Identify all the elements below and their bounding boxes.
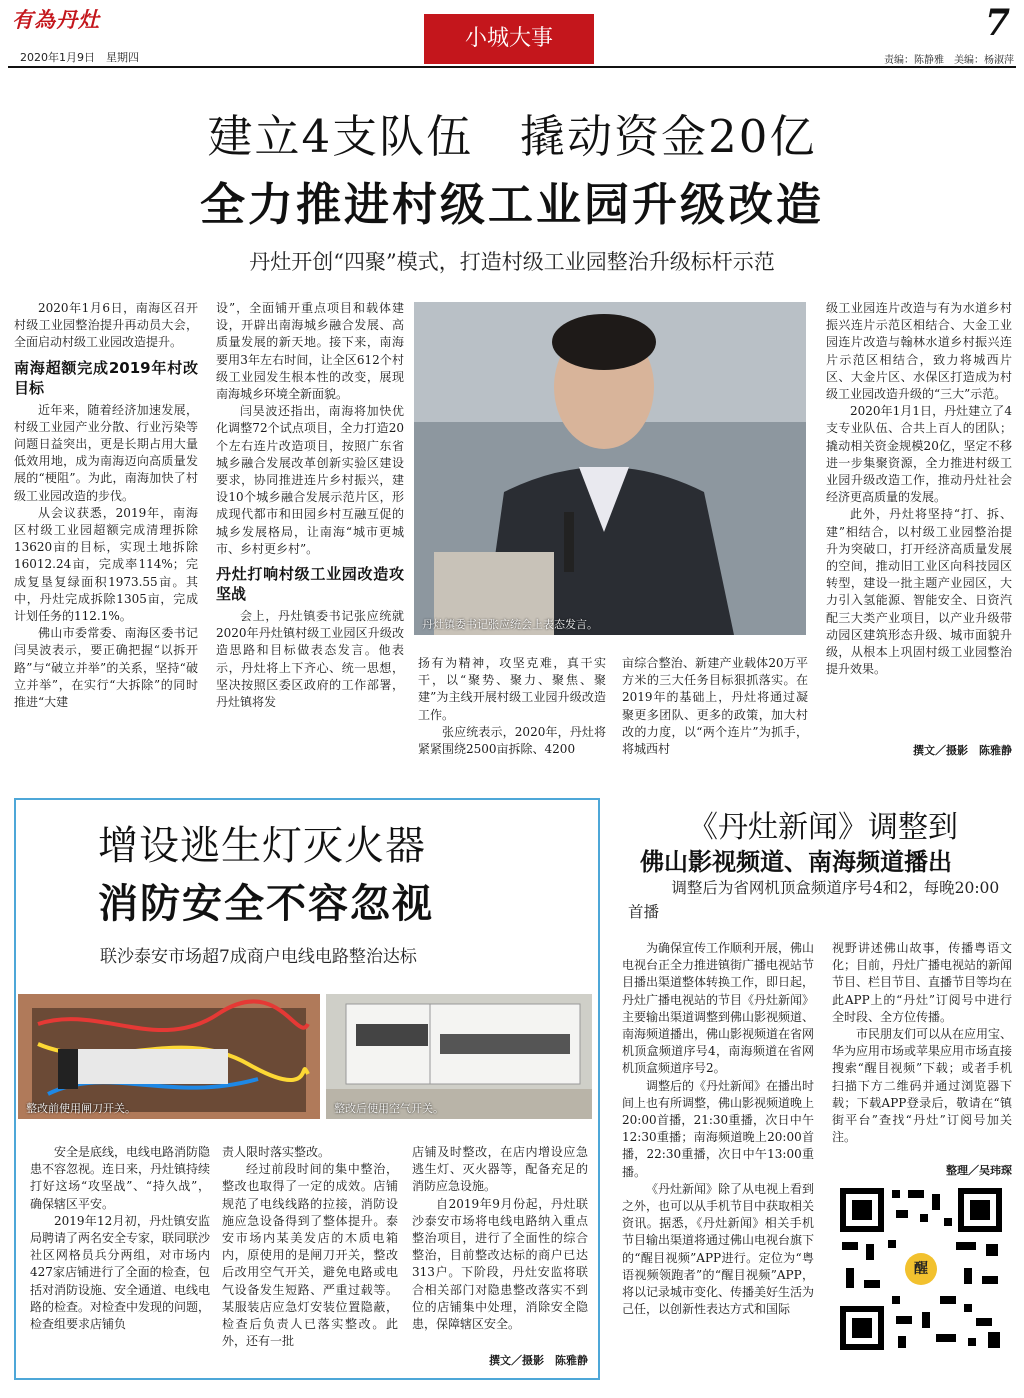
- lead-headline-line1: 建立4支队伍 撬动资金20亿: [207, 110, 817, 163]
- paragraph: 店铺及时整改，在店内增设应急逃生灯、灭火器等，配备充足的消防应急设施。: [412, 1145, 588, 1194]
- lead-column-1: [14, 300, 198, 711]
- page-number: 7: [985, 2, 1011, 44]
- paragraph: 2020年1月6日，南海区召开村级工业园整治提升再动员大会，全面启动村级工业园改造提升。: [14, 301, 198, 350]
- news-column-1: [622, 940, 814, 1318]
- news-headline-line2: 佛山影视频道、南海频道播出: [640, 848, 952, 876]
- paragraph: 近年来，随着经济加速发展，村级工业园产业分散、行业污染等问题日益突出，更是长期占用大量低效用地，成为南海迈向高质量发展的“梗阻”。为此，南海加快了村级工业园改造的步伐。: [14, 402, 198, 503]
- news-headline-line1: 《丹灶新闻》调整到: [688, 810, 958, 845]
- news-column-2: [832, 940, 1012, 1146]
- paragraph: 经过前段时间的集中整治，整改也取得了一定的成效。店铺规范了电线线路的拉接，消防设施应急设备得到了整体提升。泰安市场内某美发店的木质电箱内，原使用的是闸刀开关，整改后改用空气开关，避免电路或电气设备发生短路、严重过载等。某服装店应急灯安装位置隐蔽，检查后负责人已落实整改。此外，还有一批: [222, 1162, 398, 1349]
- lead-column-5: [826, 300, 1012, 678]
- paragraph: 市民朋友们可以从在应用宝、华为应用市场或苹果应用市场直接搜索“醒目视频”下载；或者手机扫描下方二维码并通过浏览器下载；下载APP登录后，敬请在“镇街平台”查找“丹灶”订阅号加关注。: [832, 1027, 1013, 1145]
- fire-photo-after: [326, 994, 592, 1119]
- photo-caption: 整改后使用空气开关。: [334, 1102, 444, 1115]
- section-label: 小城大事: [424, 14, 594, 64]
- lead-photo: [414, 302, 806, 635]
- fire-subheadline: 联沙泰安市场超7成商户电线电路整治达标: [100, 947, 417, 967]
- masthead-divider: [8, 66, 1016, 68]
- editors-credit: 责编：陈静雅 美编：杨淑萍: [884, 55, 1014, 66]
- speaker-photo-illustration: [414, 302, 806, 635]
- photo-caption: 丹灶镇委书记张应统会上表态发言。: [422, 618, 598, 631]
- lead-subheadline: 丹灶开创“四聚”模式，打造村级工业园整治升级标杆示范: [249, 250, 775, 274]
- newspaper-logo: 有為丹灶: [12, 8, 100, 32]
- qr-badge-label: 醒: [914, 1261, 928, 1277]
- paragraph: 此外，丹灶将坚持“打、拆、建”相结合，以村级工业园整治提升为突破口，打开经济高质量发展的空间，推动旧工业区向科技园区转型，建设一批主题产业园区，大力引入氢能源、智能安全、日资汽配三大类产业项目，以产业升级带动园区建筑形态升级、城市面貌升级，从根本上巩固村级工业园整治提升效果。: [826, 507, 1012, 677]
- section-subheading: 丹灶打响村级工业园改造攻坚战: [216, 565, 404, 604]
- paragraph: 设”，全面铺开重点项目和载体建设，开辟出南海城乡融合发展、高质量发展的新天地。接下来，南海要用3年左右时间，让全区612个村级工业园发生根本性的改变，展现南海城乡环境全新面貌。: [216, 301, 404, 402]
- paragraph: 2020年1月1日，丹灶建立了4支专业队伍、合共上百人的团队；撬动相关资金规模20亿，坚定不移进一步集聚资源，全力推进村级工业园升级改造工作，推动丹灶社会经济更高质量的发展。: [826, 404, 1012, 505]
- paragraph: 张应统表示，2020年，丹灶将紧紧围绕2500亩拆除、4200: [418, 724, 606, 757]
- fire-column-3: [412, 1144, 588, 1333]
- paragraph: 《丹灶新闻》除了从电视上看到之外，也可以从手机节目中获取相关资讯。据悉，《丹灶新闻》相关手机节目输出渠道将通过佛山电视台旗下的“醒目视频”APP进行。定位为“粤语视频领跑者”的“醒目视频”APP，将以记录城市变化、传播美好生活为己任，以创新性表达方式和国际: [622, 1181, 815, 1317]
- fire-photo-before: [18, 994, 320, 1119]
- fire-headline-line2: 消防安全不容忽视: [98, 881, 434, 927]
- lead-column-3: [418, 655, 606, 758]
- fire-byline: 撰文／摄影 陈雅静: [489, 1354, 588, 1367]
- paragraph: 安全是底线，电线电路消防隐患不容忽视。连日来，丹灶镇持续打好这场“攻坚战”、“持久战”，确保辖区平安。: [30, 1145, 211, 1211]
- lead-column-4: [622, 655, 808, 758]
- photo-caption: 整改前使用闸刀开关。: [26, 1102, 136, 1115]
- fire-column-1: [30, 1144, 210, 1333]
- section-subheading: 南海超额完成2019年村改目标: [14, 358, 198, 397]
- paragraph: 闫昊波还指出，南海将加快优化调整72个试点项目，全力打造20个左右连片改造项目，按照广东省城乡融合发展改革创新实验区建设要求，协同推进连片乡村振兴，建设10个城乡融合发展示范片区，形成现代都市和田园乡村互融互促的城乡发展格局，让南海“城市更城市、乡村更乡村”。: [216, 404, 404, 556]
- paragraph: 自2019年9月份起，丹灶联沙泰安市场将电线电路纳入重点整治项目，进行了全面性的综合整治，目前整改达标的商户已达313户。下阶段，丹灶安监将联合相关部门对隐患整改落实不到位的店铺集中处理，消除安全隐患，保障辖区安全。: [412, 1196, 588, 1332]
- paragraph: 佛山市委常委、南海区委书记闫昊波表示，要正确把握“以拆开路”与“破立并举”的关系，坚持“破立并举”，在实行“大拆除”的同时推进“大建: [14, 626, 198, 710]
- paragraph: 级工业园连片改造与有为水道乡村振兴连片示范区相结合、大金工业园连片改造与翰林水道乡村振兴连片示范区相结合，致力将城西片区、大金片区、水保区打造成为村级工业园改造升级的“三大”示范。: [826, 301, 1012, 402]
- lead-column-2: [216, 300, 404, 711]
- lead-headline-line2: 全力推进村级工业园升级改造: [199, 178, 824, 231]
- fire-headline-line1: 增设逃生灯灭火器: [98, 823, 426, 869]
- news-subheadline: 调整后为省网机顶盒频道序号4和2，每晚20:00首播: [628, 879, 1000, 921]
- paragraph: 扬有为精神，攻坚克难，真干实干，以“聚势、聚力、聚焦、聚建”为主线开展村级工业园升级改造工作。: [418, 656, 606, 722]
- paragraph: 从会议获悉，2019年，南海区村级工业园超额完成清理拆除13620亩的目标，实现土地拆除16012.24亩，完成率114%；完成复垦复绿面积1973.55亩。其中，丹灶完成拆除1305亩，完成计划任务的112.1%。: [14, 505, 198, 624]
- paragraph: 调整后的《丹灶新闻》在播出时间上也有所调整，佛山影视频道晚上20:00首播，21:30重播，次日中午12:30重播；南海频道晚上20:00首播，22:30重播，次日中午13:00重播。: [622, 1078, 815, 1179]
- lead-byline: 撰文／摄影 陈雅静: [913, 744, 1012, 757]
- qr-code[interactable]: [836, 1184, 1006, 1354]
- issue-date: 2020年1月9日 星期四: [20, 51, 139, 64]
- paragraph: 责人限时落实整改。: [222, 1145, 331, 1159]
- masthead: [0, 0, 1024, 70]
- paragraph: 为确保宣传工作顺利开展，佛山电视台正全力推进镇街广播电视站节目播出渠道整体转换工作，即日起，丹灶广播电视站的节目《丹灶新闻》主要输出渠道调整到佛山影视频道、南海频道播出，佛山影视频道在省网机顶盒频道序号4，南海频道在省网机顶盒频道序号2。: [622, 941, 815, 1076]
- news-byline: 整理／吴玮琛: [946, 1164, 1012, 1177]
- paragraph: 亩综合整治、新建产业载体20万平方米的三大任务目标狠抓落实。在2019年的基础上，丹灶将通过凝聚更多团队、更多的政策，加大村改的力度，以“两个连片”为抓手，将城西村: [622, 656, 808, 757]
- fire-column-2: [222, 1144, 398, 1350]
- paragraph: 会上，丹灶镇委书记张应统就2020年丹灶镇村级工业园区升级改造思路和目标做表态发言。他表示，丹灶将上下齐心、统一思想，坚决按照区委区政府的工作部署，丹灶镇将发: [216, 609, 404, 710]
- paragraph: 视野讲述佛山故事，传播粤语文化；目前，丹灶广播电视站的新闻节目、栏目节目、直播节目等均在此APP上的“丹灶”订阅号中进行全时段、全方位传播。: [832, 941, 1013, 1024]
- paragraph: 2019年12月初，丹灶镇安监局聘请了两名安全专家，联同联沙社区网格员兵分两组，对市场内427家店铺进行了全面的检查，包括对消防设施、安全通道、电线电路的检查。对检查中发现的问题，检查组要求店铺负: [30, 1213, 211, 1332]
